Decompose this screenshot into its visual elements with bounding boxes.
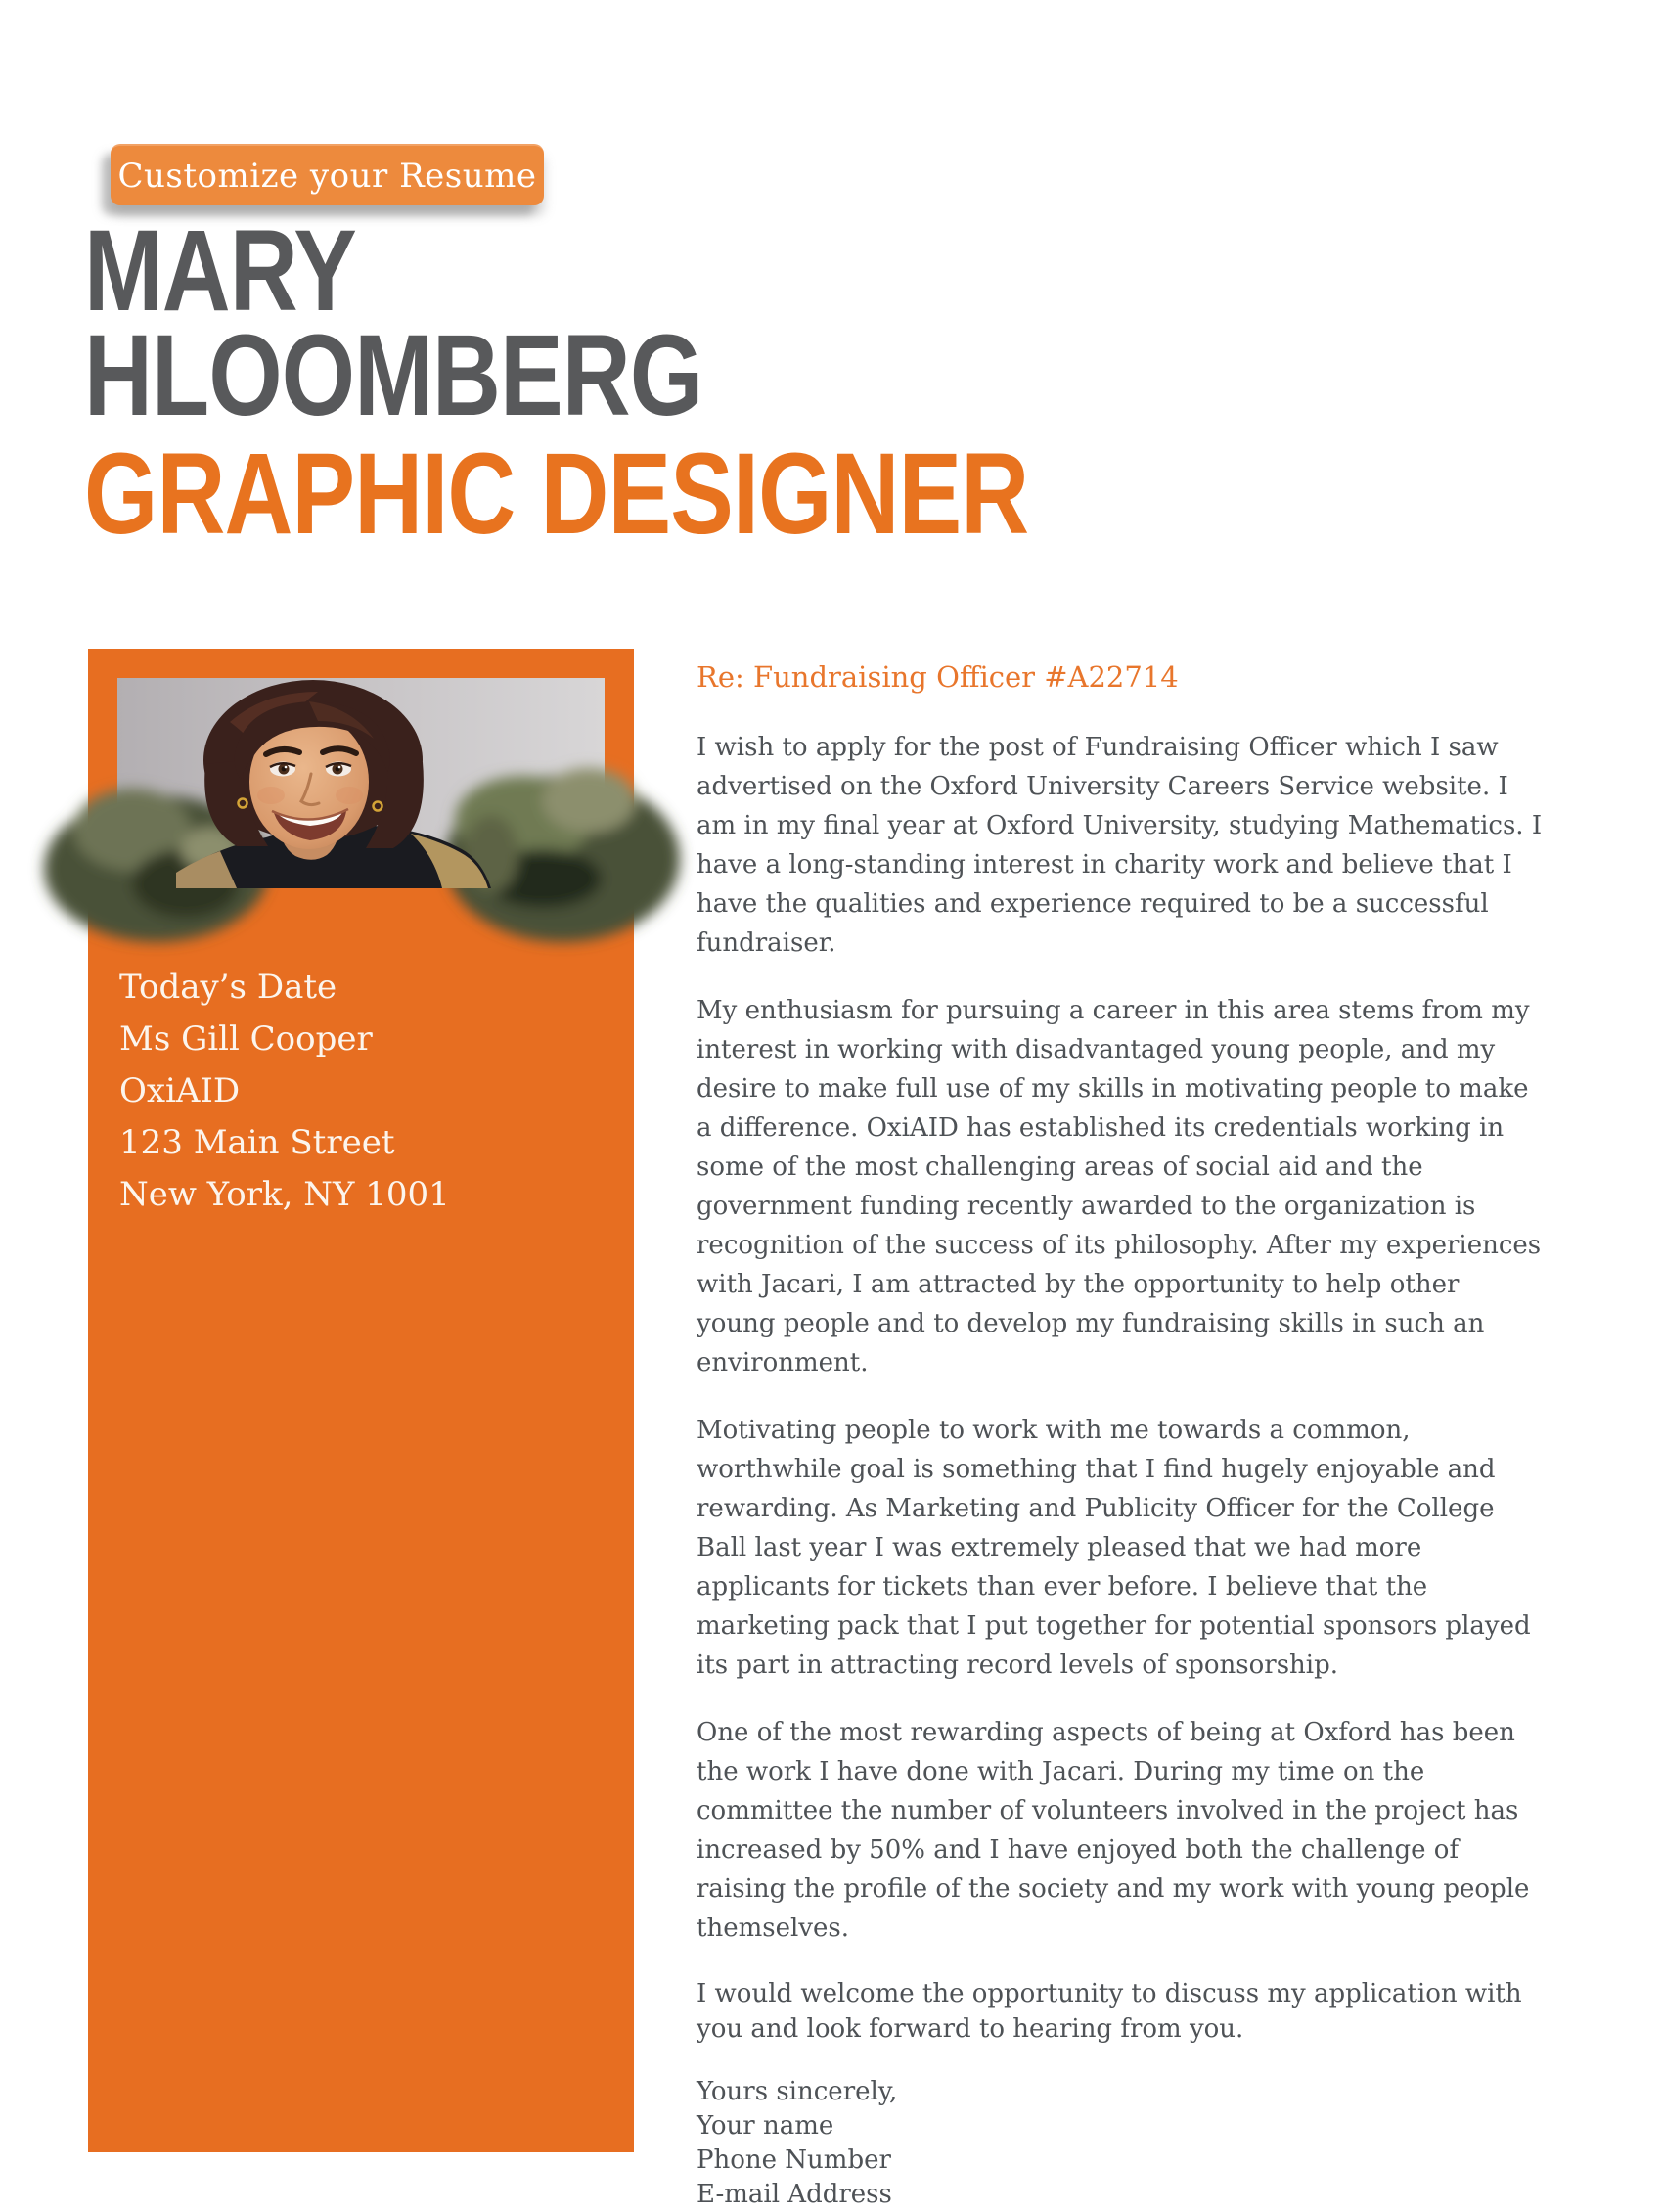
address-line: 123 Main Street xyxy=(119,1123,395,1162)
first-name-heading: MARY xyxy=(84,206,357,336)
last-name-heading: HLOOMBERG xyxy=(84,311,703,440)
address-line: Ms Gill Cooper xyxy=(119,1019,373,1059)
couch-right xyxy=(445,768,680,942)
closing-line: Yours sincerely, xyxy=(697,2077,898,2106)
sidebar-panel xyxy=(88,649,634,2152)
letter-paragraph: One of the most rewarding aspects of being at Oxford has been the work I have done with Jacari. During my time on the committee the number of volunteers involved in the project has increased by 50% and I have enjoyed both the challenge of raising the profile of the society and my work with young people themselves. xyxy=(697,1718,1530,1943)
letter-paragraph: I would welcome the opportunity to discuss my application with you and look forward to hearing from you. xyxy=(697,1979,1522,2044)
letter-subject: Re: Fundraising Officer #A22714 xyxy=(697,660,1179,694)
recipient-address-block xyxy=(119,962,450,1221)
job-title-heading: GRAPHIC DESIGNER xyxy=(84,429,1029,559)
letter-paragraph: I wish to apply for the post of Fundraising Officer which I saw advertised on the Oxford University Careers Service website. I am in my final year at Oxford University, studying Mathematics. I have a long-standing interest in charity work and believe that I have the qualities and experience required to be a successful fundraiser. xyxy=(697,733,1543,958)
letter-body xyxy=(697,657,1544,2212)
address-line: OxiAID xyxy=(119,1071,241,1110)
portrait-photo xyxy=(117,678,605,888)
customize-resume-button[interactable] xyxy=(111,144,544,205)
customize-resume-button-label: Customize your Resume xyxy=(117,156,537,196)
closing-line: E-mail Address xyxy=(697,2180,892,2209)
letter-paragraph: Motivating people to work with me towards a common, worthwhile goal is something that I find hugely enjoyable and rewarding. As Marketing and Publicity Officer for the College Ball last year I was extremely pleased that we had more applicants for tickets than ever before. I believe that the marketing pack that I put together for potential sponsors played its part in attracting record levels of sponsorship. xyxy=(697,1416,1531,1680)
closing-line: Your name xyxy=(697,2111,834,2141)
letter-paragraph: My enthusiasm for pursuing a career in this area stems from my interest in working with disadvantaged young people, and my desire to make full use of my skills in motivating people to make a difference. OxiAID has established its credentials working in some of the most challenging areas of social aid and the government funding recently awarded to the organization is recognition of the success of its philosophy. After my experiences with Jacari, I am attracted by the opportunity to help other young people and to develop my fundraising skills in such an environment. xyxy=(697,996,1542,1377)
letter-closing-block xyxy=(697,2075,1544,2212)
closing-line: Phone Number xyxy=(697,2145,891,2175)
headline-block xyxy=(84,206,1029,559)
address-line: Today’s Date xyxy=(119,968,337,1007)
address-line: New York, NY 1001 xyxy=(119,1175,450,1214)
